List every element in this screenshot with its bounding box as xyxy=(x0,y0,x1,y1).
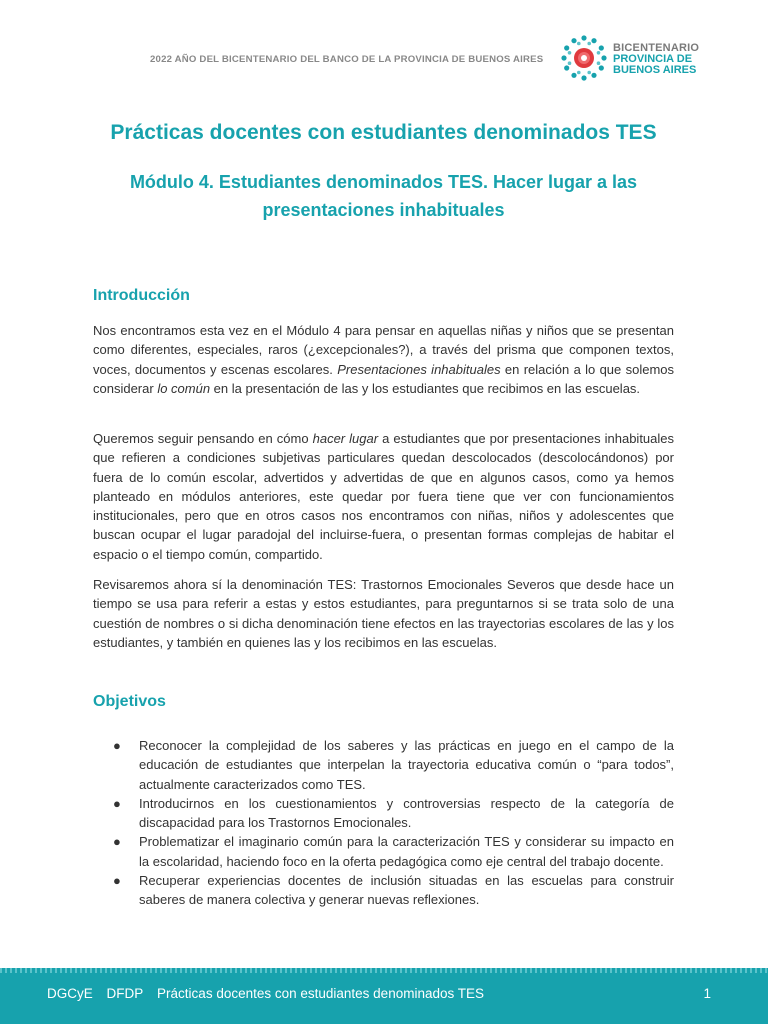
footer-text xyxy=(47,986,494,1001)
footer-org-dgcye: DGCyE xyxy=(47,986,93,1001)
document-body xyxy=(93,118,675,908)
page-number: 1 xyxy=(703,986,711,1001)
bullet-icon: ● xyxy=(113,873,121,889)
logo-line-3: BUENOS AIRES xyxy=(613,64,697,76)
bullet-icon: ● xyxy=(113,834,121,850)
logo-line-1: BICENTENARIO xyxy=(613,42,700,54)
list-item xyxy=(93,832,674,871)
objective-text: Problematizar el imaginario común para la caracterización TES y considerar su impacto en la escolaridad, haciendo foco en la oferta pedagógica como eje central del trabajo docente. xyxy=(139,834,674,869)
bicentenario-emblem-icon xyxy=(560,34,608,82)
intro-heading: Introducción xyxy=(93,287,190,304)
objectives-list xyxy=(93,736,674,910)
header-banner-text: 2022 AÑO DEL BICENTENARIO DEL BANCO DE LA PROVINCIA DE BUENOS AIRES xyxy=(150,54,544,65)
intro-p1-text-a: Nos encontramos esta vez en el Módulo 4 para pensar en aquellas niñas y niños que se presentan como diferentes, especiales, raros (¿excepcionales?), a través del prisma que componen textos, voces, documentos y escenas escolares. xyxy=(93,323,674,377)
intro-p1-emphasis-2: lo común xyxy=(157,380,211,396)
page-header xyxy=(0,0,768,96)
list-item xyxy=(93,871,674,910)
document-title: Prácticas docentes con estudiantes denominados TES xyxy=(110,121,657,144)
objectives-heading: Objetivos xyxy=(93,693,166,710)
intro-paragraph-1 xyxy=(93,321,674,398)
footer-doc-title: Prácticas docentes con estudiantes denominados TES xyxy=(157,986,484,1001)
intro-p2-text-b: a estudiantes que por presentaciones inhabituales que refieren a condiciones subjetivas particulares quedan descolocados (descolocándonos) por fuera de lo común escolar, advertidos y advertidas de que en algunos casos, como ya hemos planteado en módulos anteriores, este quedar por fuera tiene que ver con funcionamientos institucionales, pero que en otros casos nos encontramos con niñas, niños y adolescentes que buscan ocupar el lugar paradojal del incluirse-fuera, o presentan formas complejas de habitar el espacio o el tiempo común, compartido. xyxy=(93,431,675,562)
logo-wordmark xyxy=(613,43,699,76)
footer-org-dfdp: DFDP xyxy=(106,986,144,1001)
footer-stripe xyxy=(0,968,768,973)
intro-p2-emphasis: hacer lugar xyxy=(312,431,379,446)
bullet-icon: ● xyxy=(113,738,121,753)
objective-text: Recuperar experiencias docentes de inclusión situadas en las escuelas para construir saberes de manera colectiva y generar nuevas reflexiones. xyxy=(139,873,674,908)
bullet-icon: ● xyxy=(113,795,121,811)
intro-p1-text-c: en la presentación de las y los estudiantes que recibimos en las escuelas. xyxy=(210,380,641,396)
intro-p1-text-b: en relación a lo que solemos considerar xyxy=(93,361,675,396)
intro-p2-text-a: Queremos seguir pensando en cómo xyxy=(93,431,313,446)
objective-text: Introducirnos en los cuestionamientos y controversias respecto de la categoría de discapacidad para los Trastornos Emocionales. xyxy=(139,795,674,831)
list-item xyxy=(93,736,674,794)
page-footer xyxy=(0,968,768,1024)
module-title: Módulo 4. Estudiantes denominados TES. Hacer lugar a las presentaciones inhabituales xyxy=(129,172,638,220)
logo-line-2: PROVINCIA DE xyxy=(613,53,693,65)
objective-text: Reconocer la complejidad de los saberes y las prácticas en juego en el campo de la educación de estudiantes que interpelan la trayectoria educativa común o “para todos”, actualmente caracterizados como TES. xyxy=(139,738,674,792)
intro-p1-emphasis-1: Presentaciones inhabituales xyxy=(337,361,501,377)
intro-paragraph-2 xyxy=(93,429,674,564)
list-item xyxy=(93,794,674,833)
intro-paragraph-3: Revisaremos ahora sí la denominación TES: Trastornos Emocionales Severos que desde hace un tiempo se usa para referir a estas y estos estudiantes, para preguntarnos si se trata solo de una cuestión de nombres o si dicha denominación tiene efectos en las trayectorias escolares de las y los estudiantes, y también en quienes las y los recibimos en las escuelas. xyxy=(93,577,674,650)
